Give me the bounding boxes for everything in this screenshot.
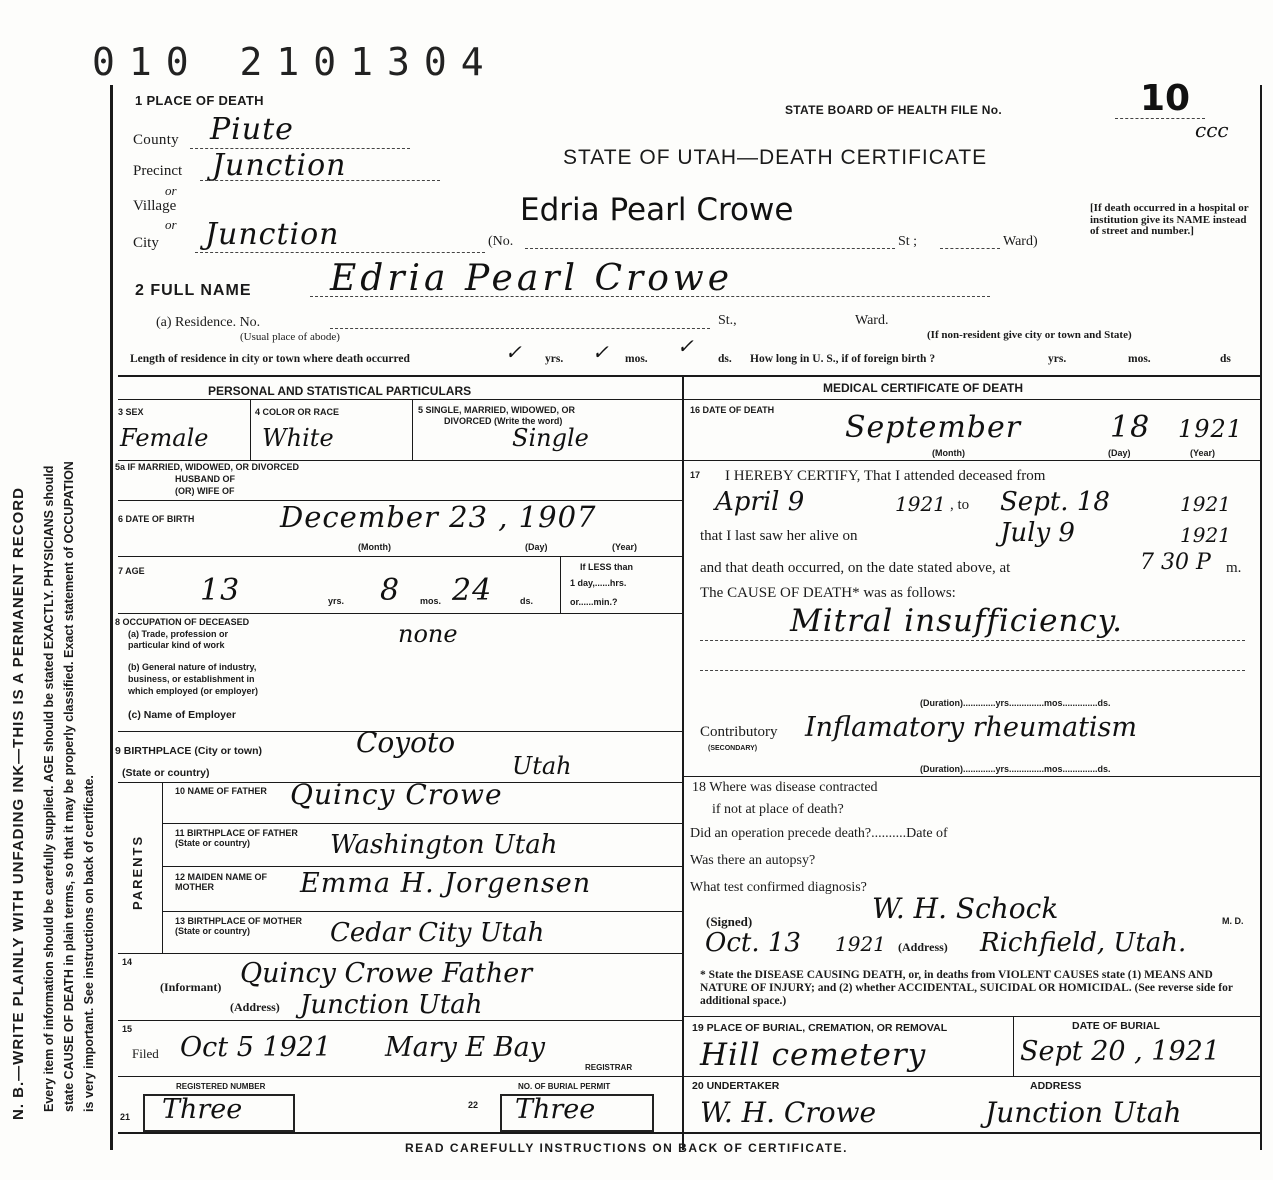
registered-value: Three: [162, 1094, 243, 1125]
dob-year: (Year): [612, 542, 638, 552]
sex-label: 3 SEX: [118, 407, 144, 417]
color-label: 4 COLOR OR RACE: [255, 407, 340, 417]
q18b: if not at place of death?: [712, 802, 844, 817]
full-name-line: [310, 296, 990, 297]
residence-ward: Ward.: [855, 313, 889, 328]
marital-value: Single: [512, 424, 589, 452]
bottom-line: [118, 1132, 1260, 1134]
city-value: Junction: [205, 217, 340, 252]
med-line-1: [684, 460, 1260, 461]
occ-a1: (a) Trade, profession or: [128, 629, 229, 639]
burial-date-label: DATE OF BURIAL: [1072, 1020, 1160, 1032]
informant-value: Quincy Crowe Father: [240, 958, 533, 989]
occ-b1: (b) General nature of industry,: [128, 662, 257, 672]
from-date: April 9: [715, 487, 805, 517]
village-label: Village: [133, 198, 177, 214]
to-label: , to: [950, 497, 970, 513]
occ-b3: which employed (or employer): [128, 686, 259, 696]
dob-value: December 23 , 1907: [280, 500, 597, 534]
age-yrs-label: yrs.: [328, 596, 345, 606]
row-line-8: [162, 866, 682, 867]
age-label: 7 AGE: [118, 566, 145, 576]
city-label: City: [133, 235, 159, 251]
precinct-label: Precinct: [133, 163, 183, 179]
precinct-value: Junction: [212, 148, 347, 183]
place-of-death-heading: 1 PLACE OF DEATH: [135, 93, 264, 108]
row-line-10: [118, 953, 682, 954]
row-line-9: [162, 911, 682, 912]
cause-line-1: [700, 640, 1245, 641]
personal-heading: PERSONAL AND STATISTICAL PARTICULARS: [208, 384, 472, 398]
father-label: 10 NAME OF FATHER: [175, 786, 267, 796]
burial-place-label: 19 PLACE OF BURIAL, CREMATION, OR REMOVAL: [692, 1022, 948, 1034]
death-time: 7 30 P: [1140, 550, 1211, 575]
less-than-1: If LESS than: [580, 562, 634, 572]
dob-month: (Month): [358, 542, 391, 552]
or-2: or: [165, 217, 177, 232]
age-mos-label: mos.: [420, 596, 442, 606]
birthplace-state: Utah: [512, 752, 572, 780]
age-ds-label: ds.: [520, 596, 534, 606]
how-long: How long in U. S., if of foreign birth ?: [750, 353, 936, 365]
check-1: ✓: [505, 340, 522, 364]
last-saw-year: 1921: [1180, 523, 1231, 547]
ds-label: ds.: [718, 353, 732, 365]
undertaker-address: Junction Utah: [985, 1096, 1182, 1129]
death-year: (Year): [1190, 448, 1216, 458]
occ-b2: business, or establishment in: [128, 674, 255, 684]
burial-sep: [1013, 1017, 1014, 1077]
footnote: * State the DISEASE CAUSING DEATH, or, in deaths from VIOLENT CAUSES state (1) MEANS AND NATURE OF INJURY; and (2) whether ACCIDENTAL, SUICIDAL OR HOMICIDAL. (See reverse side for additional space.): [700, 969, 1233, 1007]
test: What test confirmed diagnosis?: [690, 880, 867, 895]
file-no-value: 10: [1140, 78, 1191, 119]
footer: READ CAREFULLY INSTRUCTIONS ON BACK OF CERTIFICATE.: [405, 1141, 848, 1155]
filed-registrar: Mary E Bay: [385, 1032, 545, 1063]
non-resident: (If non-resident give city or town and State): [927, 329, 1132, 341]
filed-label: Filed: [132, 1046, 159, 1061]
occ-label: 8 OCCUPATION OF DECEASED: [115, 617, 250, 627]
undertaker-address-label: ADDRESS: [1030, 1080, 1082, 1092]
med-line-3: [684, 1016, 1260, 1017]
row-line-12: [118, 1076, 682, 1077]
mother-value: Emma H. Jorgensen: [300, 868, 592, 899]
row-line-3: [118, 556, 682, 557]
from-year: 1921: [895, 492, 946, 516]
less-than-2: 1 day,......hrs.: [570, 578, 627, 588]
title: STATE OF UTAH—DEATH CERTIFICATE: [563, 146, 988, 169]
duration-1: (Duration).............yrs..............mos..............ds.: [920, 698, 1111, 708]
father-bp-label: 11 BIRTHPLACE OF FATHER (State or country): [175, 828, 298, 848]
sign-address: Richfield, Utah.: [980, 928, 1187, 958]
mother-bp-label: 13 BIRTHPLACE OF MOTHER (State or country): [175, 916, 303, 936]
check-3: ✓: [677, 334, 694, 358]
center-divider: [682, 377, 684, 1150]
reg-num-22: 22: [468, 1100, 479, 1110]
sign-year: 1921: [835, 932, 886, 956]
father-value: Quincy Crowe: [290, 778, 503, 811]
parents-label: PARENTS: [130, 834, 145, 910]
county-value: Piute: [210, 112, 294, 147]
check-2: ✓: [592, 340, 609, 364]
operation: Did an operation precede death?..........Date of: [690, 826, 948, 841]
cause-line-2: [700, 670, 1245, 671]
ward-line: [940, 248, 1000, 249]
birthplace-label: 9 BIRTHPLACE (City or town): [115, 745, 262, 757]
residence-label: (a) Residence. No.: [156, 315, 261, 330]
death-time-m: m.: [1226, 560, 1242, 576]
dob-label: 6 DATE OF BIRTH: [118, 514, 195, 524]
state-label: (State or country): [122, 767, 210, 779]
burial-place-value: Hill cemetery: [700, 1037, 927, 1073]
mother-label: 12 MAIDEN NAME OF MOTHER: [175, 872, 268, 892]
to-date: Sept. 18: [1000, 487, 1110, 517]
row-line-1: [118, 460, 682, 461]
age-sep: [560, 557, 561, 614]
row-line-4: [118, 613, 682, 614]
med-line-4: [684, 1076, 1260, 1077]
last-saw: that I last saw her alive on: [700, 528, 858, 544]
num-17: 17: [690, 470, 701, 480]
last-saw-date: July 9: [1000, 518, 1075, 548]
file-no-label: STATE BOARD OF HEALTH FILE No.: [785, 103, 1002, 117]
mos-label: mos.: [625, 353, 648, 365]
death-date-month: September: [845, 410, 1022, 445]
or-1: or: [165, 183, 177, 198]
color-value: White: [262, 424, 334, 452]
father-bp-value: Washington Utah: [330, 830, 558, 860]
margin-text-2: Every item of information should be carefully supplied. AGE should be stated EXACTLY. PHYSICIANS should: [42, 465, 56, 1112]
parents-sep: [162, 783, 163, 953]
death-date-day: 18: [1110, 410, 1151, 445]
contributory-label: Contributory: [700, 724, 778, 740]
no-label: (No.: [488, 234, 514, 249]
margin-text-4: is very important. See instructions on back of certificate.: [82, 775, 96, 1112]
filed-date: Oct 5 1921: [180, 1032, 332, 1063]
death-day: (Day): [1108, 448, 1131, 458]
reg-num-21: 21: [120, 1112, 131, 1122]
full-name-label: 2 FULL NAME: [135, 282, 252, 299]
full-name-value: Edria Pearl Crowe: [330, 258, 734, 299]
informant-label: (Informant): [160, 980, 222, 994]
county-label: County: [133, 132, 179, 148]
age-mos: 8: [380, 573, 401, 608]
street-line: [525, 248, 895, 249]
sign-date: Oct. 13: [705, 928, 801, 958]
single-label-1: 5 SINGLE, MARRIED, WIDOWED, OR: [418, 405, 576, 415]
birthplace-city: Coyoto: [356, 726, 456, 759]
registered-label: REGISTERED NUMBER: [176, 1082, 266, 1091]
occ-c: (c) Name of Employer: [128, 709, 236, 721]
age-ds: 24: [452, 573, 493, 608]
med-line-2: [684, 776, 1260, 777]
sign-address-label: (Address): [898, 940, 948, 954]
cause-value: Mitral insufficiency.: [790, 603, 1123, 639]
city-line: [195, 252, 485, 253]
residence-st: St.,: [718, 313, 737, 328]
precinct-line: [200, 180, 440, 181]
sex-value: Female: [120, 424, 209, 452]
color-sep: [412, 400, 413, 460]
row-line-11: [118, 1020, 682, 1021]
section-divider: [118, 375, 1260, 377]
md-label: M. D.: [1222, 916, 1244, 926]
file-no-note: ccc: [1195, 118, 1229, 142]
yrs2: yrs.: [1048, 353, 1067, 365]
certificate-number: 010 2101304: [92, 40, 498, 84]
st-label: St ;: [898, 234, 918, 249]
death-month: (Month): [932, 448, 965, 458]
burial-permit-label: NO. OF BURIAL PERMIT: [518, 1082, 611, 1091]
row-line-7: [162, 823, 682, 824]
death-date-year: 1921: [1178, 415, 1244, 443]
age-yrs: 13: [200, 573, 241, 608]
married-label-3: (OR) WIFE OF: [175, 486, 235, 496]
married-label-2: HUSBAND OF: [175, 474, 235, 484]
occ-a2: particular kind of work: [128, 640, 225, 650]
length-label: Length of residence in city or town where death occurred: [130, 353, 410, 365]
name-over: Edria Pearl Crowe: [520, 192, 794, 228]
signed-value: W. H. Schock: [872, 892, 1059, 925]
mother-bp-value: Cedar City Utah: [330, 918, 545, 948]
margin-text-1: N. B.—WRITE PLAINLY WITH UNFADING INK—THIS IS A PERMANENT RECORD: [10, 487, 27, 1120]
ward-label: Ward): [1003, 234, 1038, 249]
death-date-label: 16 DATE OF DEATH: [690, 405, 775, 415]
secondary-label: (SECONDARY): [708, 745, 758, 752]
to-year: 1921: [1180, 492, 1231, 516]
undertaker-value: W. H. Crowe: [700, 1096, 877, 1129]
death-occurred: and that death occurred, on the date stated above, at: [700, 560, 1011, 576]
single-label-2: DIVORCED (Write the word): [444, 416, 563, 426]
medical-head-line: [684, 399, 1260, 400]
burial-date-value: Sept 20 , 1921: [1020, 1036, 1221, 1067]
occupation-value: none: [398, 620, 458, 648]
undertaker-label: 20 UNDERTAKER: [692, 1080, 780, 1092]
personal-head-line: [118, 399, 682, 400]
contributory-value: Inflamatory rheumatism: [805, 712, 1138, 743]
frame-left: [110, 85, 113, 1150]
less-than-3: or......min.?: [570, 597, 618, 607]
dob-day: (Day): [525, 542, 548, 552]
sex-sep: [250, 400, 251, 460]
duration-2: (Duration).............yrs..............mos..............ds.: [920, 764, 1111, 774]
hospital-note: [If death occurred in a hospital or institution give its NAME instead of street and number.]: [1090, 202, 1249, 237]
burial-permit-value: Three: [515, 1094, 596, 1125]
informant-num: 14: [122, 957, 133, 967]
signed-label: (Signed): [706, 914, 753, 929]
informant-address: Junction Utah: [300, 990, 483, 1020]
q18: 18 Where was disease contracted: [692, 780, 878, 795]
margin-text-3: state CAUSE OF DEATH in plain terms, so that it may be properly classified. Exact statement of OCCUPATION: [62, 461, 76, 1112]
autopsy: Was there an autopsy?: [690, 853, 816, 868]
usual-place: (Usual place of abode): [240, 331, 340, 343]
frame-right: [1260, 85, 1262, 1150]
cause-label: The CAUSE OF DEATH* was as follows:: [700, 585, 956, 601]
informant-address-label: (Address): [230, 1000, 280, 1014]
certify-text: I HEREBY CERTIFY, That I attended deceased from: [725, 468, 1046, 484]
married-label-1: 5a IF MARRIED, WIDOWED, OR DIVORCED: [115, 462, 300, 472]
mos2: mos.: [1128, 353, 1151, 365]
registrar-label: REGISTRAR: [585, 1063, 633, 1072]
ds2: ds: [1220, 353, 1231, 365]
filed-num: 15: [122, 1024, 133, 1034]
yrs-label: yrs.: [545, 353, 564, 365]
file-no-line: [1115, 118, 1205, 119]
residence-line: [330, 328, 710, 329]
medical-heading: MEDICAL CERTIFICATE OF DEATH: [823, 381, 1023, 395]
